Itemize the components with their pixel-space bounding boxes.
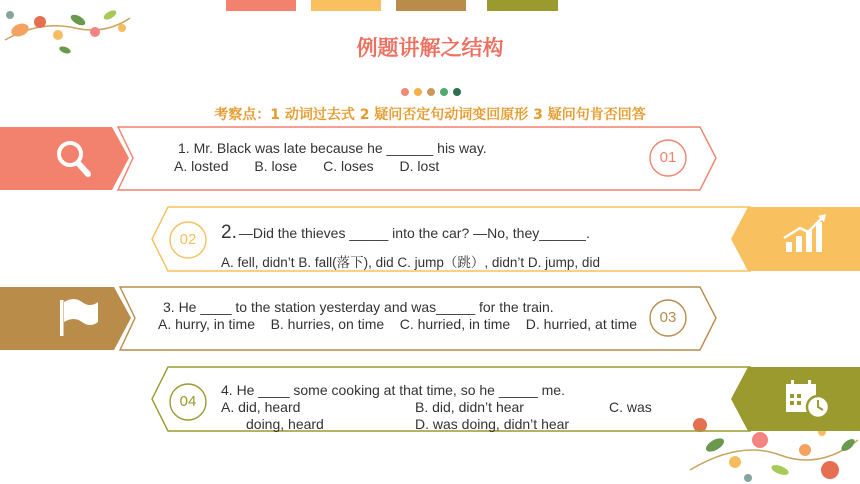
question-3-number: 03 <box>659 309 677 326</box>
option-c: C. jump（跳）, didn’t <box>397 255 525 270</box>
question-2-tab <box>731 207 860 271</box>
exam-points-subtitle: 考察点：1 动词过去式 2 疑问否定句动词变回原形 3 疑问句肯否回答 <box>214 107 646 123</box>
option-c-continued: doing, heard <box>246 416 324 432</box>
question-2-number: 02 <box>179 231 197 248</box>
option-b: B. fall(落下), did <box>298 255 394 270</box>
option-d: D. lost <box>399 158 440 174</box>
page-title: 例题讲解之结构 <box>356 36 504 60</box>
option-c: C. loses <box>323 158 374 174</box>
option-b: B. did, didn’t hear <box>415 399 524 415</box>
question-3-stem: 3. He ____ to the station yesterday and was_____ for the train. <box>163 299 554 315</box>
option-c: C. was <box>609 399 652 415</box>
question-1-options <box>174 158 461 175</box>
option-a: A. did, heard <box>221 399 301 415</box>
question-3-options <box>158 316 650 333</box>
question-2-stem-text: —Did the thieves _____ into the car? —No, they______. <box>238 225 590 241</box>
option-d: D. was doing, didn’t hear <box>415 416 570 432</box>
question-2-prefix: 2. <box>221 222 237 243</box>
question-4-stem: 4. He ____ some cooking at that time, so he _____ me. <box>221 382 565 398</box>
option-a: A. fell, didn’t <box>221 255 295 270</box>
option-b: B. lose <box>254 158 298 174</box>
option-b: B. hurries, on time <box>270 316 385 332</box>
question-2-stem <box>221 224 590 242</box>
question-2-options <box>221 254 600 271</box>
option-a: A. losted <box>174 158 229 174</box>
option-d: D. hurried, at time <box>525 316 638 332</box>
question-1-number: 01 <box>659 149 677 166</box>
option-a: A. hurry, in time <box>158 316 255 332</box>
question-4-number: 04 <box>179 393 197 410</box>
option-c: C. hurried, in time <box>399 316 511 332</box>
question-1-stem: 1. Mr. Black was late because he ______ his way. <box>178 140 487 156</box>
option-d: D. jump, did <box>527 255 600 270</box>
question-1-tab <box>0 127 129 190</box>
